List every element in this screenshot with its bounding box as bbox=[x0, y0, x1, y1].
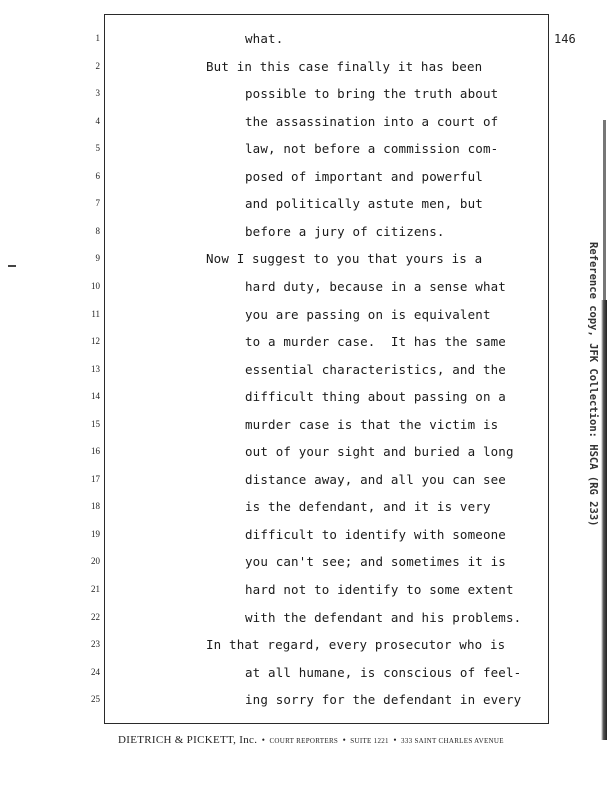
line-number: 22 bbox=[91, 611, 100, 622]
line-number: 13 bbox=[91, 363, 100, 374]
transcript-line: you are passing on is equivalent bbox=[245, 306, 491, 322]
line-number: 15 bbox=[91, 418, 100, 429]
footer bbox=[118, 734, 548, 746]
transcript-line: law, not before a commission com- bbox=[245, 141, 499, 157]
scan-edge-bar bbox=[601, 300, 607, 740]
line-number: 1 bbox=[95, 33, 100, 43]
transcript-line: to a murder case. It has the same bbox=[245, 334, 506, 350]
footer-address: 333 SAINT CHARLES AVENUE bbox=[401, 737, 504, 745]
line-number: 3 bbox=[95, 88, 100, 99]
line-number: 12 bbox=[91, 336, 100, 347]
transcript-line: at all humane, is conscious of feel- bbox=[245, 664, 522, 680]
footer-sep-3: • bbox=[393, 735, 397, 745]
transcript-line: the assassination into a court of bbox=[245, 113, 499, 129]
page-number: 146 bbox=[554, 32, 576, 46]
line-number: 7 bbox=[95, 198, 100, 209]
transcript-line: In that regard, every prosecutor who is bbox=[206, 637, 506, 653]
transcript-line: difficult to identify with someone bbox=[245, 526, 506, 542]
line-number: 8 bbox=[95, 225, 100, 236]
line-number: 16 bbox=[91, 446, 100, 457]
footer-suite: SUITE 1221 bbox=[350, 737, 389, 745]
stray-mark bbox=[8, 265, 16, 267]
transcript-line: you can't see; and sometimes it is bbox=[245, 554, 506, 570]
transcript-line: and politically astute men, but bbox=[245, 196, 483, 212]
footer-company: DIETRICH & PICKETT, Inc. bbox=[118, 734, 258, 746]
footer-sep-2: • bbox=[342, 735, 346, 745]
archive-stamp-text: Reference copy, JFK Collection: HSCA (RG 233) bbox=[587, 242, 599, 527]
line-number: 18 bbox=[91, 501, 100, 512]
line-number: 24 bbox=[91, 666, 100, 677]
transcript-line: out of your sight and buried a long bbox=[245, 444, 514, 460]
transcript-line: hard duty, because in a sense what bbox=[245, 278, 506, 294]
line-number: 20 bbox=[91, 556, 100, 567]
transcript-line: Now I suggest to you that yours is a bbox=[206, 251, 483, 267]
line-number: 11 bbox=[91, 308, 100, 319]
transcript-line: with the defendant and his problems. bbox=[245, 609, 522, 625]
line-number: 19 bbox=[91, 528, 100, 539]
transcript-line: before a jury of citizens. bbox=[245, 223, 445, 239]
transcript-line: distance away, and all you can see bbox=[245, 471, 506, 487]
scan-edge-top bbox=[603, 120, 606, 300]
line-number: 17 bbox=[91, 473, 100, 484]
transcript-line: posed of important and powerful bbox=[245, 168, 483, 184]
footer-sep-1: • bbox=[261, 735, 265, 745]
transcript-line: ing sorry for the defendant in every bbox=[245, 692, 522, 708]
line-number: 14 bbox=[91, 391, 100, 402]
transcript-line: hard not to identify to some extent bbox=[245, 582, 514, 597]
line-number: 5 bbox=[95, 143, 100, 154]
line-number: 23 bbox=[91, 639, 100, 650]
transcript-line: difficult thing about passing on a bbox=[245, 389, 506, 405]
line-number: 25 bbox=[91, 694, 100, 705]
transcript-line: essential characteristics, and the bbox=[245, 361, 506, 377]
transcript-line: possible to bring the truth about bbox=[245, 86, 499, 102]
transcript-line: what. bbox=[245, 31, 284, 46]
transcript-line: is the defendant, and it is very bbox=[245, 499, 491, 515]
line-number: 6 bbox=[95, 170, 100, 181]
line-number: 2 bbox=[95, 60, 100, 71]
transcript-line: But in this case finally it has been bbox=[206, 58, 483, 74]
line-number: 21 bbox=[91, 584, 100, 594]
line-number: 4 bbox=[95, 115, 100, 126]
line-number: 9 bbox=[95, 253, 100, 264]
transcript-line: murder case is that the victim is bbox=[245, 416, 499, 432]
line-number: 10 bbox=[91, 280, 100, 291]
footer-service: COURT REPORTERS bbox=[269, 737, 339, 745]
